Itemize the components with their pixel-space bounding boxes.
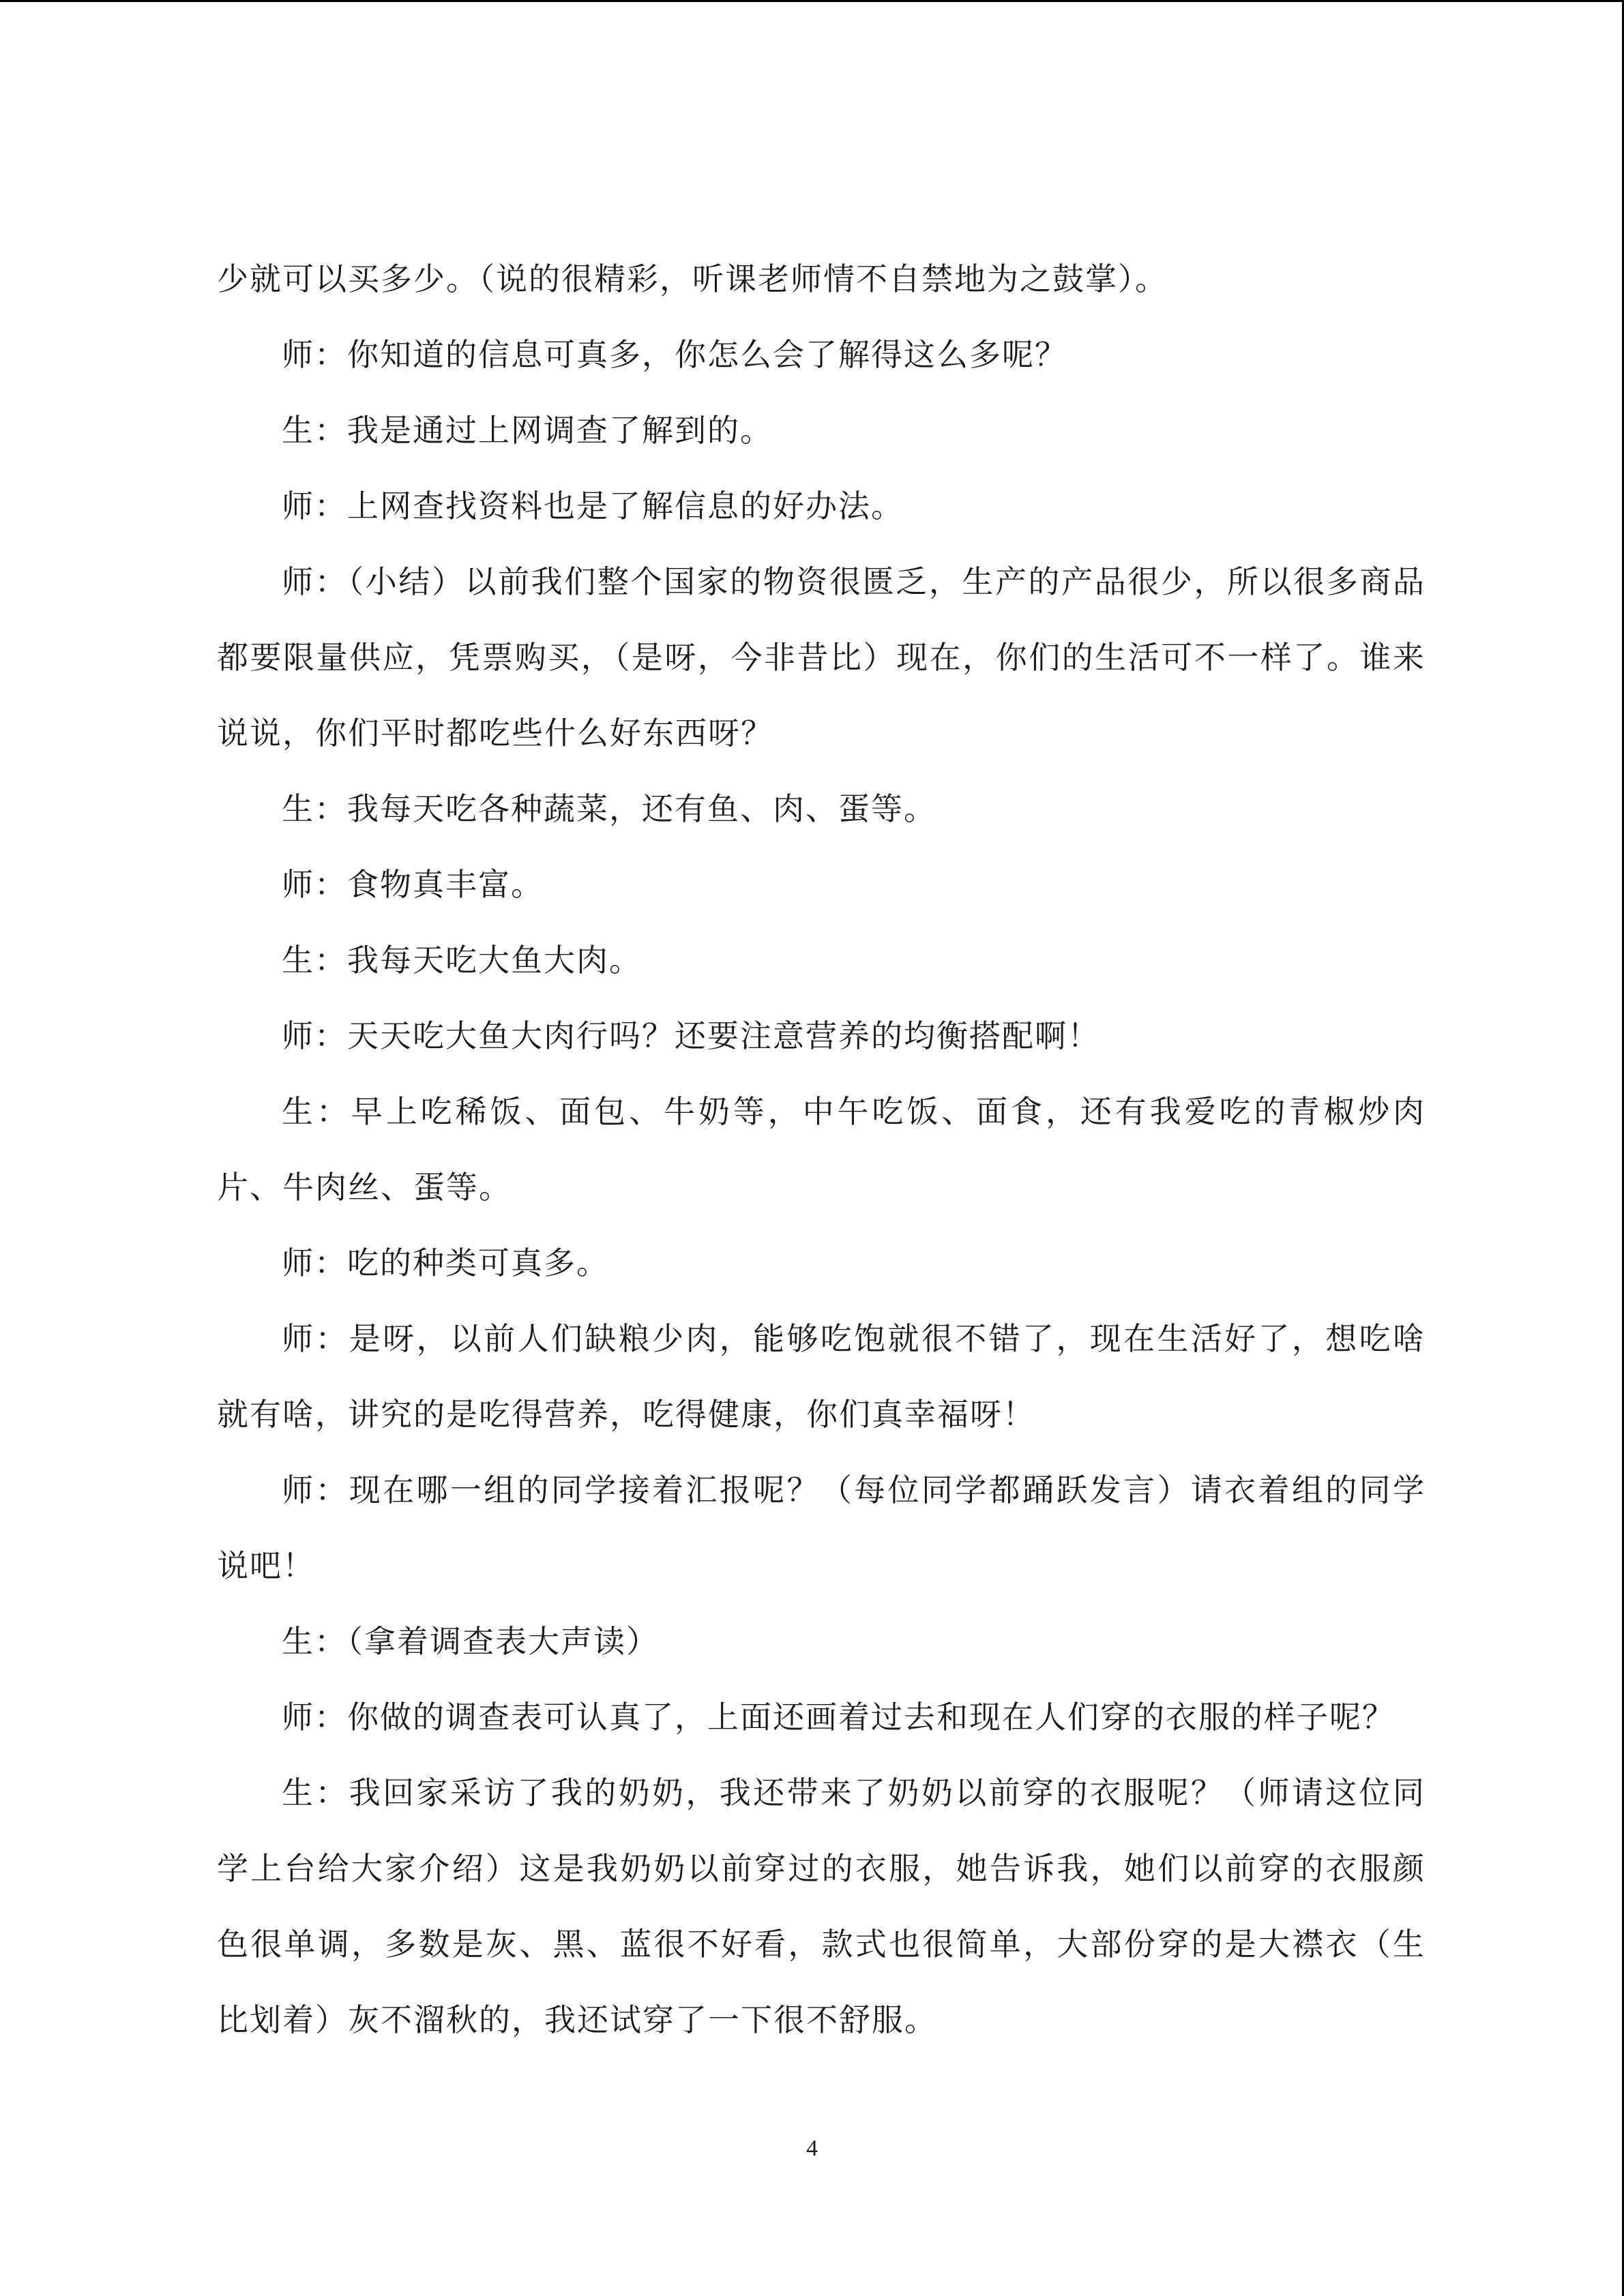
paragraph: 生：我每天吃大鱼大肉。 [282, 942, 642, 979]
paragraph: 师：是呀，以前人们缺粮少肉，能够吃饱就很不错了，现在生活好了，想吃啥就有啥，讲究的是吃得营养，吃得健康，你们真幸福呀！ [217, 1320, 1426, 1433]
paragraph: 生：早上吃稀饭、面包、牛奶等，中午吃饭、面食，还有我爱吃的青椒炒肉片、牛肉丝、蛋等。 [217, 1093, 1426, 1206]
paragraph: 生：我每天吃各种蔬菜，还有鱼、肉、蛋等。 [282, 790, 936, 827]
paragraph: 师：上网查找资料也是了解信息的好办法。 [282, 488, 904, 524]
paragraph: 师：现在哪一组的同学接着汇报呢？（每位同学都踊跃发言）请衣着组的同学说吧！ [217, 1472, 1426, 1584]
paragraph: 少就可以买多少。（说的很精彩，听课老师情不自禁地为之鼓掌）。 [217, 260, 1168, 297]
paragraph: 生：我是通过上网调查了解到的。 [282, 412, 773, 449]
paragraph: 师：（小结）以前我们整个国家的物资很匮乏，生产的产品很少，所以很多商品都要限量供应，凭票购买，（是呀，今非昔比）现在，你们的生活可不一样了。谁来说说，你们平时都吃些什么好东西呀？ [217, 563, 1426, 751]
paragraph: 师：吃的种类可真多。 [282, 1244, 609, 1281]
paragraph: 生：（拿着调查表大声读） [282, 1623, 659, 1660]
paragraph: 师：食物真丰富。 [282, 866, 544, 903]
page-number: 4 [806, 2136, 818, 2161]
paragraph: 师：天天吃大鱼大肉行吗？还要注意营养的均衡搭配啊！ [282, 1017, 1100, 1054]
paragraph: 生：我回家采访了我的奶奶，我还带来了奶奶以前穿的衣服呢？（师请这位同学上台给大家介绍）这是我奶奶以前穿过的衣服，她告诉我，她们以前穿的衣服颜色很单调，多数是灰、黑、蓝很不好看，款式也很简单，大部份穿的是大襟衣（生比划着）灰不溜秋的，我还试穿了一下很不舒服。 [217, 1774, 1426, 2038]
paragraph: 师：你知道的信息可真多，你怎么会了解得这么多呢？ [282, 336, 1067, 373]
paragraph: 师：你做的调查表可认真了，上面还画着过去和现在人们穿的衣服的样子呢？ [282, 1699, 1395, 1735]
document-body [217, 241, 1426, 2058]
